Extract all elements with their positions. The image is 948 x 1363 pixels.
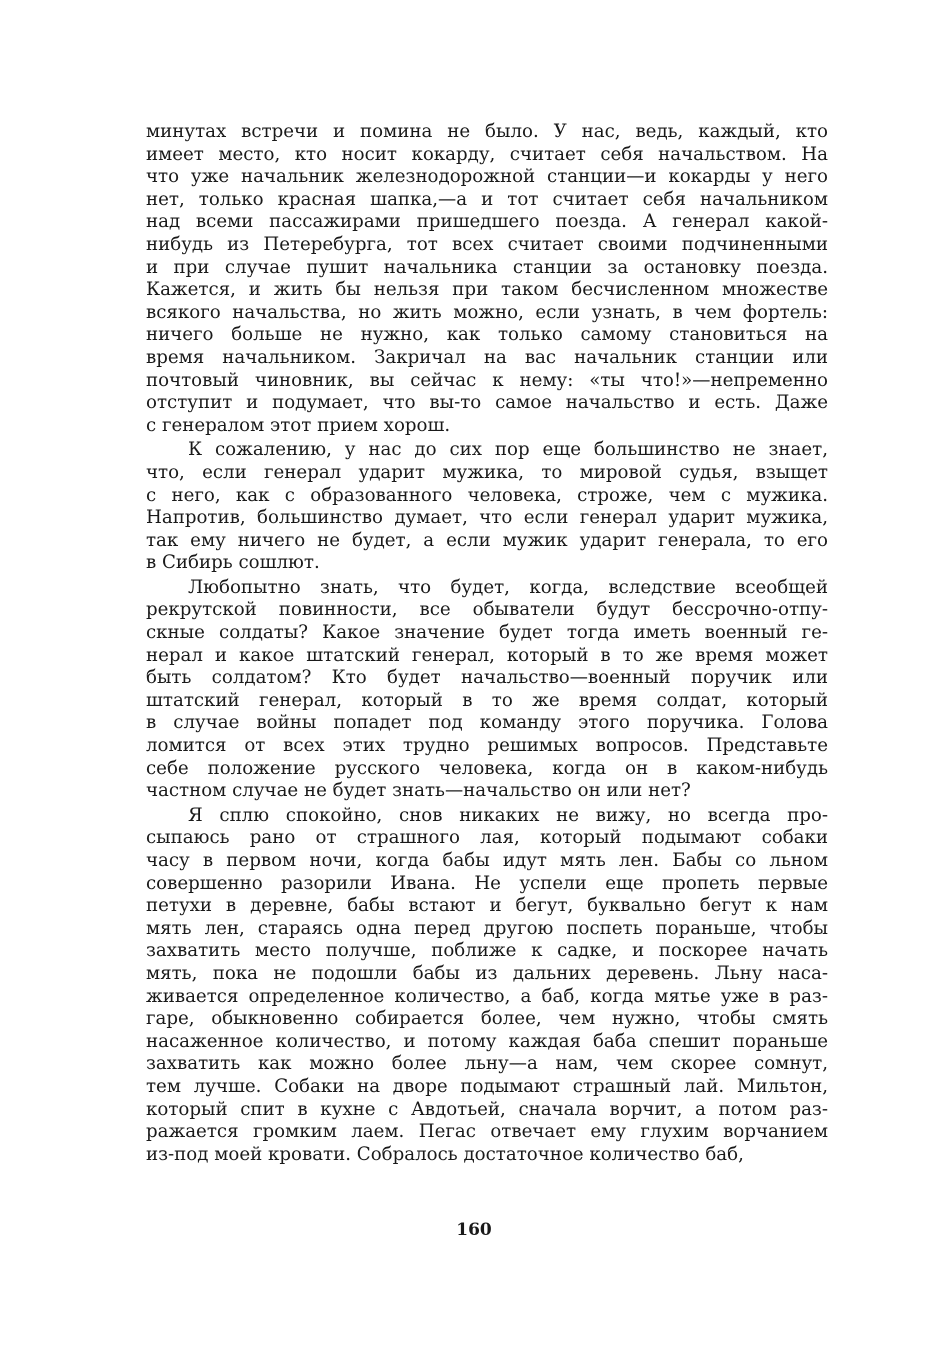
text-line: почтовый чиновник, вы сейчас к нему: «ты что!»—непременно <box>146 369 828 391</box>
text-line: в Сибирь сошлют. <box>146 552 320 574</box>
text-line: захватить как можно более льну—а нам, чем скорее сомнут, <box>146 1053 828 1075</box>
text-line: тем лучше. Собаки на дворе подымают страшный лай. Мильтон, <box>146 1075 828 1097</box>
text-line: ломится от всех этих трудно решимых вопросов. Представьте <box>146 735 828 757</box>
text-line: себе положение русского человека, когда он в каком-нибудь <box>146 757 828 779</box>
text-line: К сожалению, у нас до сих пор еще большинство не знает, <box>188 439 828 461</box>
paragraph <box>146 121 828 437</box>
text-line: с генералом этот прием хорош. <box>146 414 451 436</box>
paragraph <box>146 439 828 575</box>
page-number: 160 <box>456 1220 492 1240</box>
text-line: что уже начальник железнодорожной станции—и кокарды у него <box>146 166 828 188</box>
text-line: отступит и подумает, что вы-то самое начальство и есть. Даже <box>146 392 828 414</box>
text-line: мять лен, стараясь одна перед другою поспеть пораньше, чтобы <box>146 917 828 939</box>
text-line: нет, только красная шапка,—а и тот считает себя начальником <box>146 188 828 210</box>
text-line: ничего больше не нужно, как только самому становиться на <box>146 324 828 346</box>
paragraph <box>146 577 828 803</box>
body-text <box>146 121 828 1168</box>
text-line: всякого начальства, но жить можно, если узнать, в чем фортель: <box>146 301 828 323</box>
text-line: нерал и какое штатский генерал, который в то же время может <box>146 644 828 666</box>
text-line: который спит в кухне с Авдотьей, сначала ворчит, а потом раз- <box>146 1098 828 1120</box>
text-line: гаре, обыкновенно собирается более, чем нужно, чтобы смять <box>146 1008 828 1030</box>
text-line: живается определенное количество, а баб, когда мятье уже в раз- <box>146 985 828 1007</box>
text-line: рекрутской повинности, все обыватели будут бессрочно-отпу- <box>146 599 828 621</box>
paragraph <box>146 805 828 1167</box>
text-line: имеет место, кто носит кокарду, считает себя начальством. На <box>146 143 828 165</box>
text-line: так ему ничего не будет, а если мужик ударит генерала, то его <box>146 529 828 551</box>
text-line: частном случае не будет знать—начальство он или нет? <box>146 780 691 802</box>
text-line: что, если генерал ударит мужика, то мировой судья, взыщет <box>146 461 828 483</box>
text-line: насаженное количество, и потому каждая баба спешит пораньше <box>146 1030 828 1052</box>
text-line: над всеми пассажирами пришедшего поезда. А генерал какой- <box>146 211 828 233</box>
text-line: мять, пока не подошли бабы из дальних деревень. Льну наса- <box>146 962 828 984</box>
text-line: ражается громким лаем. Пегас отвечает ему глухим ворчанием <box>146 1121 828 1143</box>
text-line: минутах встречи и помина не было. У нас, ведь, каждый, кто <box>146 121 828 142</box>
text-line: часу в первом ночи, когда бабы идут мять лен. Бабы со льном <box>146 850 828 871</box>
text-line: штатский генерал, который в то же время солдат, который <box>146 689 828 711</box>
text-line: петухи в деревне, бабы встают и бегут, буквально бегут к нам <box>146 895 828 917</box>
text-line: и при случае пушит начальника станции за остановку поезда. <box>146 256 828 278</box>
text-line: захватить место получше, поближе к садке, и поскорее начать <box>146 940 828 962</box>
text-line: в случае войны попадет под команду этого поручика. Голова <box>146 712 828 734</box>
text-line: Напротив, большинство думает, что если генерал ударит мужика, <box>146 507 828 529</box>
text-line: время начальником. Закричал на вас начальник станции или <box>146 346 828 368</box>
text-line: скные солдаты? Какое значение будет тогда иметь военный ге- <box>146 622 828 644</box>
text-line: быть солдатом? Кто будет начальство—военный поручик или <box>146 667 828 689</box>
text-line: из-под моей кровати. Собралось достаточное количество баб, <box>146 1143 744 1165</box>
text-line: Любопытно знать, что будет, когда, вследствие всеобщей <box>188 576 828 598</box>
text-line: совершенно разорили Ивана. Не успели еще пропеть первые <box>146 872 828 894</box>
text-line: с него, как с образованного человека, строже, чем с мужика. <box>146 484 828 506</box>
text-line: Кажется, и жить бы нельзя при таком бесчисленном множестве <box>146 279 828 301</box>
text-line: сыпаюсь рано от страшного лая, который подымают собаки <box>146 827 828 849</box>
text-line: Я сплю спокойно, снов никаких не вижу, но всегда про- <box>188 804 828 826</box>
text-line: нибудь из Петеребурга, тот всех считает своими подчиненными <box>146 233 828 255</box>
